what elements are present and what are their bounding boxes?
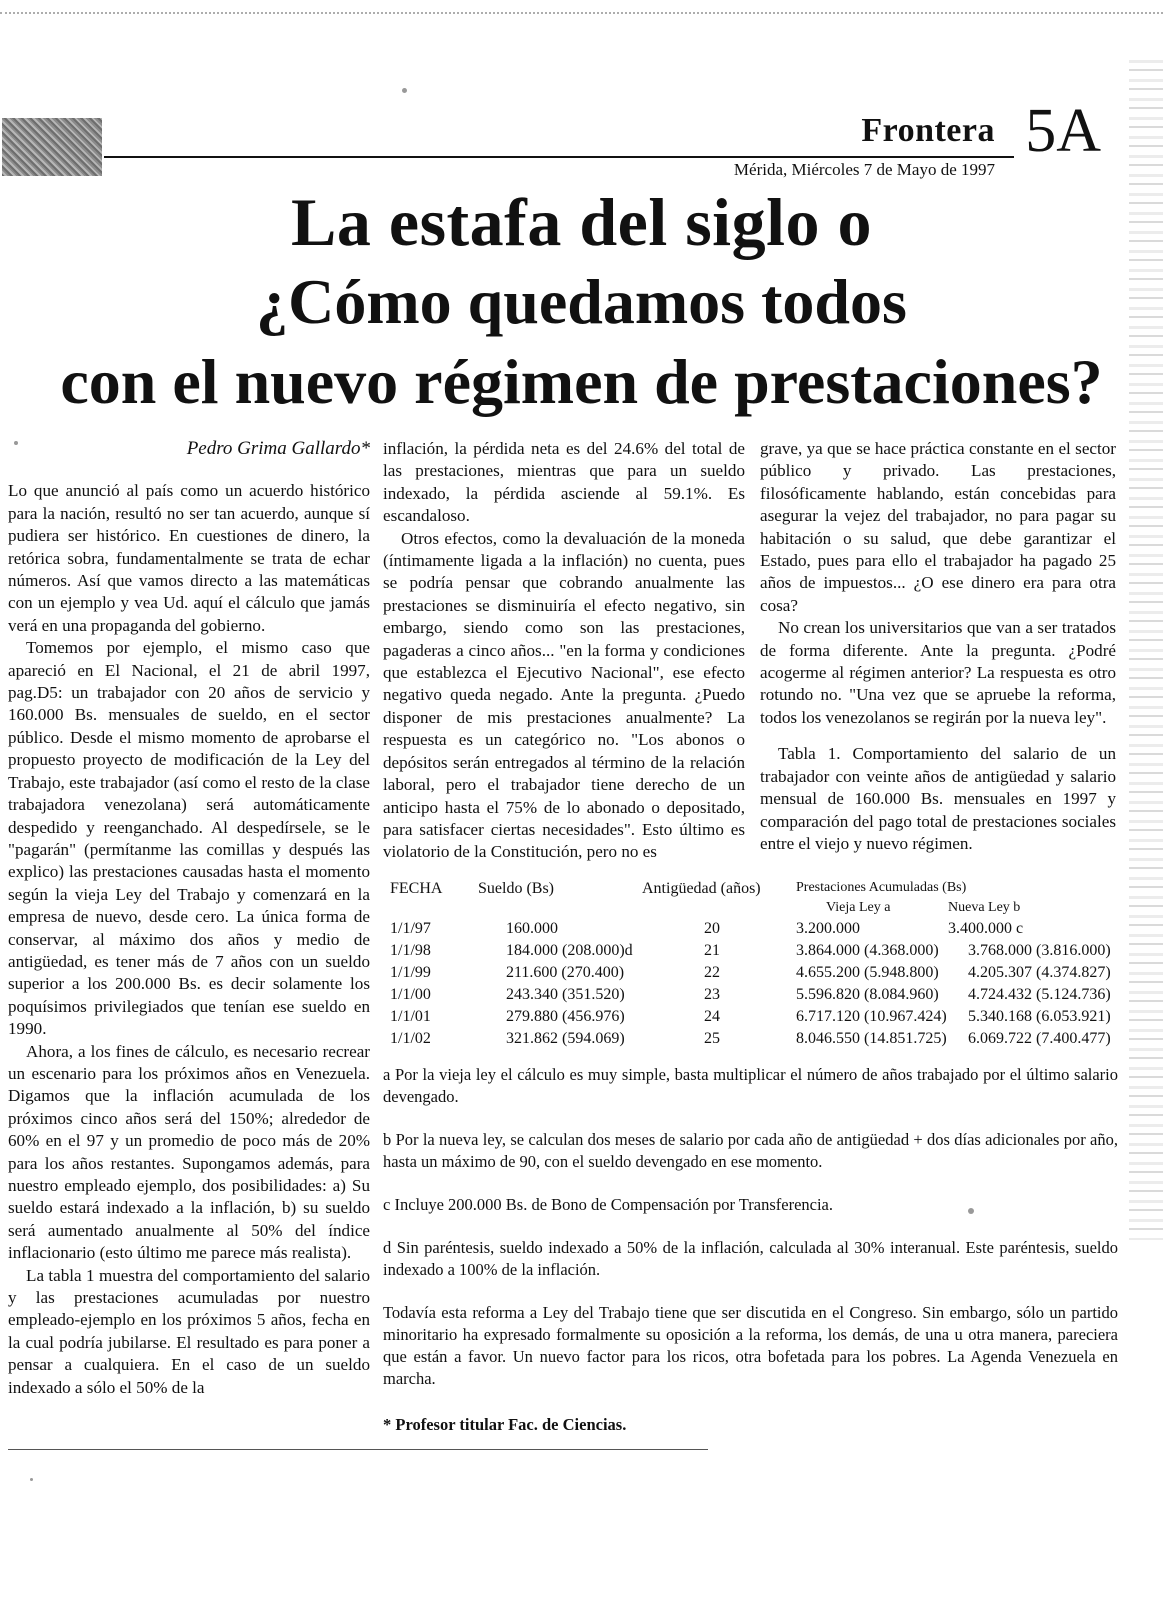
- scan-speck: [968, 1208, 974, 1214]
- scan-speck: [402, 88, 407, 93]
- header-prestaciones: Prestaciones Acumuladas (Bs): [796, 880, 967, 895]
- cell-vieja: 8.046.550 (14.851.725): [796, 1030, 947, 1047]
- article-column-3: [760, 438, 1116, 855]
- scan-top-edge: [0, 0, 1163, 14]
- header-fecha: FECHA: [390, 880, 443, 897]
- cell-fecha: 1/1/00: [390, 986, 431, 1003]
- table-body: [390, 920, 1120, 1052]
- data-table: [390, 880, 1120, 1052]
- note-b: b Por la nueva ley, se calculan dos meses de salario por cada año de antigüedad + dos días adicionales por año, hasta un máximo de 90, con el sueldo devengado en ese momento.: [383, 1130, 1118, 1171]
- cell-antiguedad: 22: [704, 964, 720, 981]
- paragraph: Otros efectos, como la devaluación de la moneda (íntimamente ligada a la inflación) no cuenta, pues se podría pensar que cobrando anualmente las prestaciones se disminuiría el efecto negativo, sin embargo, siendo como son las prestaciones, pagaderas a cinco años... "en la forma y condiciones que establezca el Ejecutivo Nacional", ese efecto negativo queda negado. Ante la pregunta. ¿Puedo disponer de mis prestaciones anualmente? La respuesta es un categórico no. "Los abonos o depósitos serán entregados al término de la relación laboral, pero el trabajador tiene derecho de un anticipo hasta el 75% de lo abonado o depositado, para satisfacer ciertas necesidades". Esto último es violatorio de la Constitución, pero no es: [383, 528, 745, 862]
- header-sueldo: Sueldo (Bs): [478, 880, 554, 897]
- table-caption: Tabla 1. Comportamiento del salario de un trabajador con veinte años de antigüedad y salario mensual de 160.000 Bs. mensuales en 1997 y comparación del pago total de prestaciones sociales entre el viejo y nuevo régimen.: [760, 744, 1116, 853]
- cell-vieja: 3.200.000: [796, 920, 860, 937]
- cell-sueldo: 243.340 (351.520): [506, 986, 625, 1003]
- cell-fecha: 1/1/98: [390, 942, 431, 959]
- note-a: a Por la vieja ley el cálculo es muy simple, basta multiplicar el número de años trabajado por el último salario devengado.: [383, 1065, 1118, 1106]
- cell-nueva: 4.205.307 (4.374.827): [968, 964, 1111, 981]
- table-row: [390, 920, 1120, 942]
- cell-antiguedad: 20: [704, 920, 720, 937]
- cell-sueldo: 184.000 (208.000)d: [506, 942, 633, 959]
- paragraph: inflación, la pérdida neta es del 24.6% del total de las prestaciones, mientras que para un sueldo indexado, la pérdida asciende al 59.1%. Es escandaloso.: [383, 439, 745, 526]
- cell-sueldo: 211.600 (270.400): [506, 964, 625, 981]
- table-row: [390, 964, 1120, 986]
- dateline: Mérida, Miércoles 7 de Mayo de 1997: [733, 160, 995, 179]
- cell-fecha: 1/1/01: [390, 1008, 431, 1025]
- cell-vieja: 4.655.200 (5.948.800): [796, 964, 939, 981]
- cell-antiguedad: 23: [704, 986, 720, 1003]
- headline-line-3: con el nuevo régimen de prestaciones?: [60, 346, 1103, 417]
- headline-line-2: ¿Cómo quedamos todos: [256, 266, 907, 337]
- paragraph: Lo que anunció al país como un acuerdo histórico para la nación, resultó no ser tan acuerdo, aunque sí pudiera ser histórico. En cuestiones de dinero, la retórica sobra, fundamentalmente se trata de echar números. Así que vamos directo a las matemáticas con un ejemplo y vea Ud. aquí el cálculo que jamás verá en una propaganda del gobierno.: [8, 481, 370, 635]
- header-rule: [104, 156, 1014, 158]
- cell-nueva: 3.400.000 c: [948, 920, 1024, 937]
- article-column-1: [8, 438, 370, 1399]
- cell-antiguedad: 21: [704, 942, 720, 959]
- table-notes: [383, 1064, 1118, 1411]
- cell-sueldo: 321.862 (594.069): [506, 1030, 625, 1047]
- header-nueva-ley: Nueva Ley b: [948, 900, 1021, 915]
- cell-vieja: 3.864.000 (4.368.000): [796, 942, 939, 959]
- cell-vieja: 5.596.820 (8.084.960): [796, 986, 939, 1003]
- article-column-2: [383, 438, 745, 864]
- bottom-rule: [8, 1449, 708, 1450]
- cell-antiguedad: 25: [704, 1030, 720, 1047]
- header-vieja-ley: Vieja Ley a: [826, 900, 891, 915]
- closing-paragraph: Todavía esta reforma a Ley del Trabajo tiene que ser discutida en el Congreso. Sin embargo, sólo un partido minoritario ha expresado formalmente su oposición a la reforma, los demás, de una u otra manera, pareciera que están a favor. Un nuevo factor para los ricos, otra bofetada para los pobres. La Agenda Venezuela en marcha.: [383, 1303, 1118, 1388]
- cell-antiguedad: 24: [704, 1008, 720, 1025]
- paragraph: No crean los universitarios que van a ser tratados de forma diferente. Ante la pregunta. ¿Podré acogerme al régimen anterior? La respuesta es otro rotundo no. "Una vez que se apruebe la reforma, todos los venezolanos se regirán por la nueva ley".: [760, 618, 1116, 727]
- byline: Pedro Grima Gallardo*: [186, 438, 370, 459]
- cell-fecha: 1/1/02: [390, 1030, 431, 1047]
- note-d: d Sin paréntesis, sueldo indexado a 50% de la inflación, calculada al 30% interanual. Este paréntesis, sueldo indexado a 100% de la inflación.: [383, 1238, 1118, 1279]
- scan-speck: [14, 441, 18, 445]
- author-footnote: * Profesor titular Fac. de Ciencias.: [383, 1415, 627, 1434]
- cell-nueva: 4.724.432 (5.124.736): [968, 986, 1111, 1003]
- table-row: [390, 1008, 1120, 1030]
- table-row: [390, 942, 1120, 964]
- cell-nueva: 6.069.722 (7.400.477): [968, 1030, 1111, 1047]
- cell-nueva: 3.768.000 (3.816.000): [968, 942, 1111, 959]
- newspaper-name: Frontera: [861, 112, 995, 149]
- cell-nueva: 5.340.168 (6.053.921): [968, 1008, 1111, 1025]
- paragraph: grave, ya que se hace práctica constante en el sector público y privado. Las prestaciones, filosóficamente hablando, están concebidas para asegurar la vejez del trabajador, no para pagar su habitación o su salud, que debe garantizar el Estado, pues para ello el trabajador ha pagado 25 años de impuestos... ¿O ese dinero era para otra cosa?: [760, 439, 1116, 615]
- paragraph: Ahora, a los fines de cálculo, es necesario recrear un escenario para los próximos años en Venezuela. Digamos que la inflación acumulada de los próximos cinco años será del 150%; alrededor de 60% en el 97 y un promedio de poco más de 20% para los años restantes. Supongamos además, para nuestro empleado ejemplo, dos posibilidades: a) Su sueldo estará indexado a la inflación, b) su sueldo será aumentado anualmente al 50% del índice inflacionario (esto último me parece más realista).: [8, 1041, 370, 1263]
- scan-speck: [30, 1478, 33, 1481]
- page-number: 5A: [1025, 97, 1101, 165]
- headline: [0, 184, 1163, 417]
- cell-vieja: 6.717.120 (10.967.424): [796, 1008, 947, 1025]
- table-row: [390, 1030, 1120, 1052]
- headline-line-1: La estafa del siglo o: [291, 184, 872, 260]
- paragraph: La tabla 1 muestra del comportamiento del salario y las prestaciones acumuladas por nuestro empleado-ejemplo en los próximos 5 años, fecha en la cual podría jubilarse. El resultado es para poner a pensar a cualquiera. En el caso de un sueldo indexado a sólo el 50% de la: [8, 1265, 370, 1397]
- cell-fecha: 1/1/99: [390, 964, 431, 981]
- cell-fecha: 1/1/97: [390, 920, 431, 937]
- cell-sueldo: 160.000: [506, 920, 558, 937]
- table-header: [390, 880, 1120, 920]
- header-antiguedad: Antigüedad (años): [642, 880, 761, 897]
- section-logo-image: [2, 118, 102, 176]
- paragraph: Tomemos por ejemplo, el mismo caso que apareció en El Nacional, el 21 de abril 1997, pag.D5: un trabajador con 20 años de servicio y 160.000 Bs. mensuales de sueldo, en el sector público. Desde el mismo momento de aprobarse el propuesto proyecto de modificación de la Ley del Trabajo, este trabajador (así como el resto de la clase trabajadora venezolana) será automáticamente despedido y reenganchado. Al despedírsele, se le "pagarán" (permítanme las comillas y después las explico) las prestaciones causadas hasta el momento según la vieja Ley del Trabajo y comenzará en la empresa de nuevo, desde cero. La única forma de conservar, al máximo dos años y medio de antigüedad, es tener más de 7 años con un sueldo superior a los 200.000 Bs. es decir solamente los poquísimos privilegiados que tenían ese sueldo en 1990.: [8, 638, 370, 1039]
- cell-sueldo: 279.880 (456.976): [506, 1008, 625, 1025]
- note-c: c Incluye 200.000 Bs. de Bono de Compensación por Transferencia.: [383, 1195, 833, 1214]
- table-row: [390, 986, 1120, 1008]
